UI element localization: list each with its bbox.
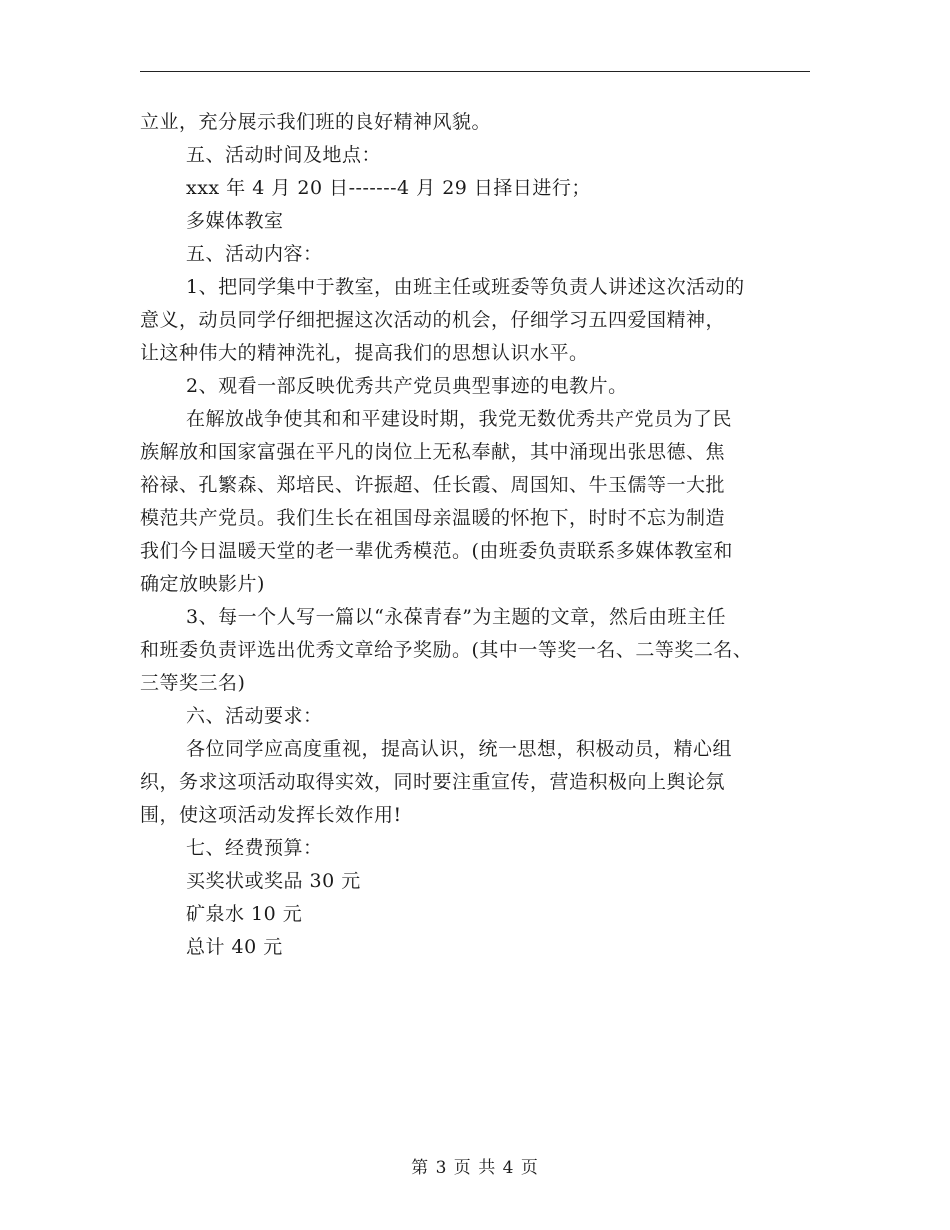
document-body <box>140 106 820 964</box>
text-line: 3、每一个人写一篇以“永葆青春”为主题的文章，然后由班主任 <box>186 606 727 628</box>
text-line: 总计 40 元 <box>186 936 283 958</box>
text-line: 多媒体教室 <box>186 210 284 232</box>
text-line: 族解放和国家富强在平凡的岗位上无私奉献，其中涌现出张思德、焦 <box>140 441 726 463</box>
text-line: 矿泉水 10 元 <box>186 903 303 925</box>
text-line: 让这种伟大的精神洗礼，提高我们的思想认识水平。 <box>140 342 589 364</box>
text-line: 三等奖三名) <box>140 672 246 694</box>
header-rule <box>140 71 810 72</box>
text-line: 六、活动要求： <box>186 705 323 727</box>
text-line: 裕禄、孔繁森、郑培民、许振超、任长霞、周国知、牛玉儒等一大批 <box>140 474 726 496</box>
text-line: 五、活动内容： <box>186 243 323 265</box>
text-line: 立业，充分展示我们班的良好精神风貌。 <box>140 111 492 133</box>
text-line: 模范共产党员。我们生长在祖国母亲温暖的怀抱下，时时不忘为制造 <box>140 507 726 529</box>
text-line: 各位同学应高度重视，提高认识，统一思想，积极动员，精心组 <box>186 738 733 760</box>
text-line: 围，使这项活动发挥长效作用! <box>140 804 402 826</box>
text-line: 五、活动时间及地点： <box>186 144 382 166</box>
text-line: 2、观看一部反映优秀共产党员典型事迹的电教片。 <box>186 375 628 397</box>
text-line: 在解放战争使其和和平建设时期，我党无数优秀共产党员为了民 <box>186 408 733 430</box>
text-line: 和班委负责评选出优秀文章给予奖励。(其中一等奖一名、二等奖二名、 <box>140 639 753 661</box>
text-line: 1、把同学集中于教室，由班主任或班委等负责人讲述这次活动的 <box>186 276 745 298</box>
text-line: 我们今日温暖天堂的老一辈优秀模范。(由班委负责联系多媒体教室和 <box>140 540 733 562</box>
text-line: 织，务求这项活动取得实效，同时要注重宣传，营造积极向上舆论氛 <box>140 771 726 793</box>
text-line: 确定放映影片) <box>140 573 265 595</box>
text-line: 意义，动员同学仔细把握这次活动的机会，仔细学习五四爱国精神， <box>140 309 726 331</box>
text-line: xxx 年 4 月 20 日-------4 月 29 日择日进行； <box>186 177 591 199</box>
page-number: 第 3 页 共 4 页 <box>411 1158 539 1178</box>
text-line: 买奖状或奖品 30 元 <box>186 870 361 892</box>
text-line: 七、经费预算： <box>186 837 323 859</box>
